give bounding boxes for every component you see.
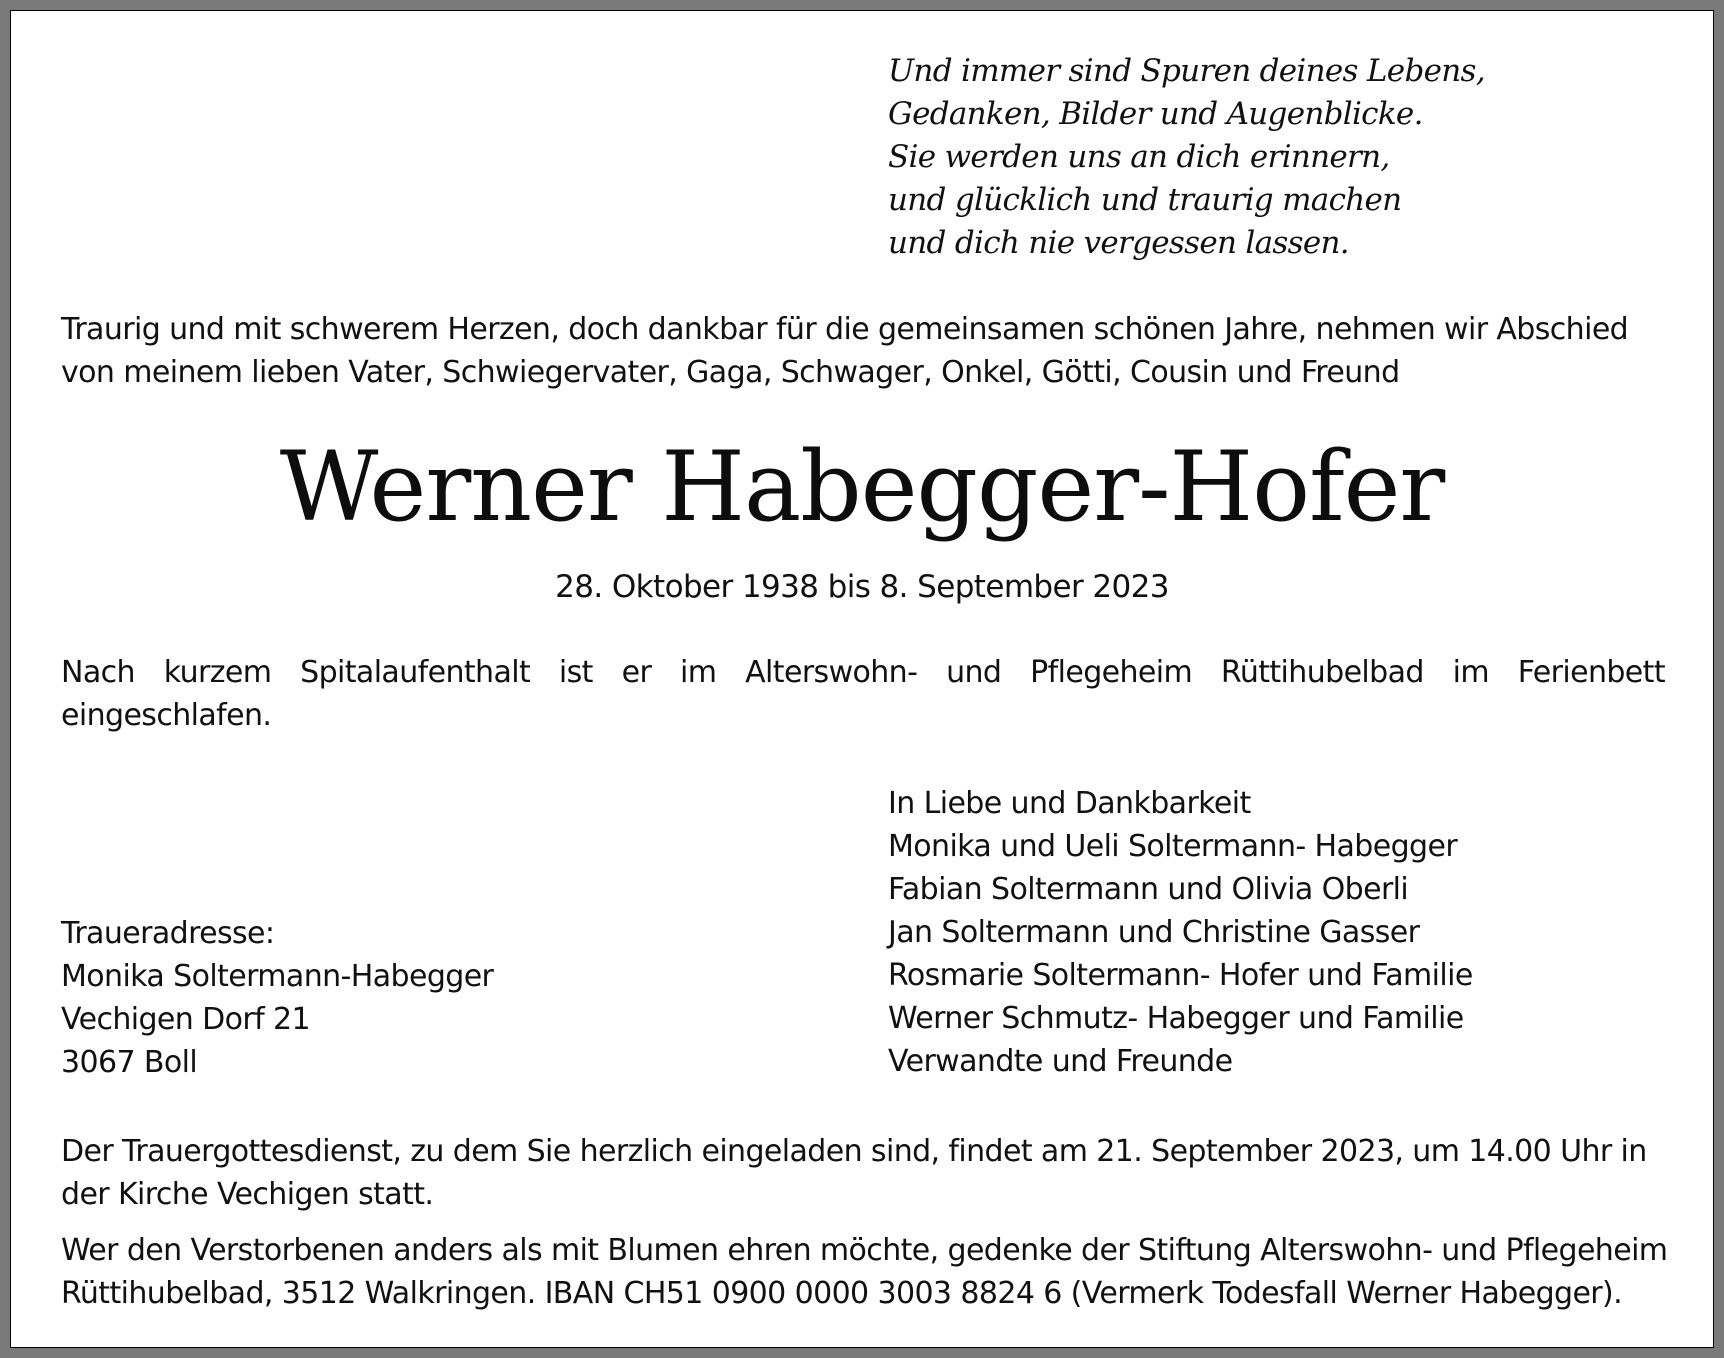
address-line: Monika Soltermann-Habegger xyxy=(61,959,494,994)
address-line: Vechigen Dorf 21 xyxy=(61,1002,311,1037)
death-notice-line: Nach kurzem Spitalaufenthalt ist er im Alterswohn- und Pflegeheim Rüttihubelbad im Ferienbett xyxy=(61,655,1665,690)
death-notice-line: eingeschlafen. xyxy=(61,698,272,733)
mourners-list xyxy=(888,782,1648,1083)
mourners-line: Werner Schmutz- Habegger und Familie xyxy=(888,1001,1464,1036)
mourners-line: Monika und Ueli Soltermann- Habegger xyxy=(888,829,1458,864)
death-notice xyxy=(61,651,1665,737)
mourners-line: In Liebe und Dankbarkeit xyxy=(888,786,1251,821)
mourners-line: Verwandte und Freunde xyxy=(888,1044,1233,1079)
address-line: Traueradresse: xyxy=(61,916,275,951)
address-line: 3067 Boll xyxy=(61,1045,198,1080)
donation-info xyxy=(61,1229,1668,1315)
memorial-poem xyxy=(888,50,1608,265)
service-line: der Kirche Vechigen statt. xyxy=(61,1177,434,1212)
mourners-line: Rosmarie Soltermann- Hofer und Familie xyxy=(888,958,1473,993)
mourning-address xyxy=(61,912,761,1084)
mourners-line: Fabian Soltermann und Olivia Oberli xyxy=(888,872,1409,907)
deceased-name: Werner Habegger-Hofer xyxy=(279,431,1445,543)
poem-line: Gedanken, Bilder und Augenblicke. xyxy=(888,96,1423,132)
donation-line: Rüttihubelbad, 3512 Walkringen. IBAN CH51 0900 0000 3003 8824 6 (Vermerk Todesfall Werner Habegger). xyxy=(61,1276,1623,1311)
poem-line: Sie werden uns an dich erinnern, xyxy=(888,139,1390,175)
funeral-service-info xyxy=(61,1130,1665,1216)
mourners-line: Jan Soltermann und Christine Gasser xyxy=(888,915,1420,950)
poem-line: und glücklich und traurig machen xyxy=(888,182,1402,218)
life-dates: 28. Oktober 1938 bis 8. September 2023 xyxy=(555,569,1169,605)
poem-line: Und immer sind Spuren deines Lebens, xyxy=(888,53,1485,89)
intro-line: Traurig und mit schwerem Herzen, doch dankbar für die gemeinsamen schönen Jahre, nehmen wir Abschied xyxy=(61,312,1629,347)
poem-line: und dich nie vergessen lassen. xyxy=(888,225,1349,261)
intro-line: von meinem lieben Vater, Schwiegervater, Gaga, Schwager, Onkel, Götti, Cousin und Freund xyxy=(61,355,1400,390)
donation-line: Wer den Verstorbenen anders als mit Blumen ehren möchte, gedenke der Stiftung Alterswohn- und Pflegeheim xyxy=(61,1233,1668,1268)
intro-paragraph xyxy=(61,308,1665,394)
service-line: Der Trauergottesdienst, zu dem Sie herzlich eingeladen sind, findet am 21. September 2023, um 14.00 Uhr in xyxy=(61,1134,1647,1169)
